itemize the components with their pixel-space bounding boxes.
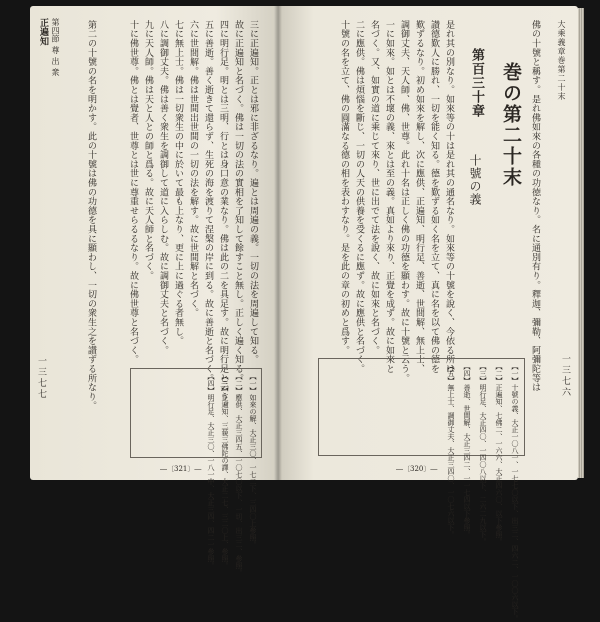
right-footnote: 【二】正遍知、七佛二、一六六、大正四六〇、以下參照。 bbox=[495, 363, 503, 545]
page-edges bbox=[578, 8, 584, 478]
left-page-number: 一三七七 bbox=[36, 356, 46, 400]
right-body-line: 是れ其の別なり。如來等の十は是れ其の通名なり。如來等の十號を說く、今依る所は bbox=[444, 20, 454, 374]
right-footnote: 【四】善逝、世間解、大正三四二、一一七四以下參照。 bbox=[463, 363, 471, 538]
book-gutter bbox=[274, 6, 282, 480]
right-body-line: 一に如來。如とは不壞の義、來とは至の義。真如より來り、正覺を成ず。故に如來と bbox=[384, 20, 394, 374]
left-footnote: 【二】應供、大正三四五、一〇七〇以下、一切、出三二、參照。 bbox=[235, 373, 243, 576]
right-body-line: 讃德歎人に勝れ、一切を能く知る。德を歎ずる如く名を立て、真に名を以て佛の德を bbox=[429, 20, 439, 374]
left-footnote: 【一】如來の解、大正三〇、一七二下、三四〇上參照。 bbox=[249, 373, 257, 548]
right-footnote: 【一】十號の義、大正一〇八一、一七七〇以下、出三二、四六二、一〇〇六以下。 bbox=[511, 363, 519, 622]
right-page-number: 一三七六 bbox=[560, 354, 570, 398]
chapter-number: 第百三十章 bbox=[469, 48, 484, 118]
left-body-line: 第二の十號の名を明かす。此の十號は佛の功德を具に顯わし、一切の衆生之を讃ずる所なり。 bbox=[86, 20, 96, 411]
left-body-line: 故に正遍知と名づく。佛は一切の法の實相を了知して餘すこと無し。正しく遍く知る。 bbox=[233, 20, 243, 383]
right-body-line: 調御丈夫、天人師、佛、世尊。此れ十名は正しく佛の功德を顯わす。故に十號と云う。 bbox=[399, 20, 409, 383]
left-body-line: 十に佛世尊。佛とは覺者、世尊とは世に尊重せらるるなり。故に佛世尊と名づく。 bbox=[128, 20, 138, 365]
right-body-line: 名づく。又、如實の道に乘じて來り、世に出でて法を說く、故に如來と名づく。 bbox=[369, 20, 379, 355]
left-page bbox=[30, 6, 278, 576]
left-body-line: 七に無上士。佛は一切衆生の中に於いて最も上なり、更に上に過ぐる者無し。 bbox=[173, 20, 183, 346]
left-body-line: 四に明行足。明とは三明、行とは身口意の業なり。佛は此の二を具足す。故に明行足と云う。 bbox=[218, 20, 228, 411]
left-margin-label-2: 第四節 尊 出 衆 bbox=[51, 18, 60, 77]
right-footnote: 【五】無上士、調御丈夫、大正三四〇、一〇七六以下。 bbox=[447, 363, 455, 538]
chapter-title: 巻の第二十末 bbox=[500, 62, 522, 188]
left-body-line: 三に正遍知。正とは邪に非ざるなり。遍とは周遍の義。一切の法を周遍して知る。 bbox=[248, 20, 258, 365]
right-footnote: 【三】明行足、大正四〇、一四〇八以下、二六二九以下。 bbox=[479, 363, 487, 545]
left-footnote: 【四】明行足、大正三〇、一八一中、大正三四、四二一參照。 bbox=[207, 373, 215, 569]
right-page bbox=[278, 6, 578, 622]
left-body-line: 九に天人師。佛は天と人との師と爲る。故に天人師と名づく。 bbox=[143, 20, 153, 281]
right-body-line: 佛の十號と稱す。是れ佛如來の各種の功徳なり。名に通別有り。釋迦、彌勒、阿彌陀等は bbox=[530, 20, 540, 392]
right-body-line: 十號の名を立て、佛の圓滿なる德の相を表わすなり。是を此の章の初めと爲す。 bbox=[339, 20, 349, 355]
right-bottom-page-number: ―〔320〕― bbox=[396, 465, 438, 473]
left-bottom-page-number: ―〔321〕― bbox=[160, 465, 202, 473]
left-footnote: 【三】正遍知、三藐三佛陀の譯、大正二七、三二〇上、參照。 bbox=[221, 373, 229, 569]
right-body-line: 歎ずるなり。初め如來を解し、次に應供、正遍知、明行足、善逝、世間解、無上士、 bbox=[414, 20, 424, 374]
left-body-line: 八に調御丈夫。佛は善く衆生を調御して道に入らしむ。故に調御丈夫と名づく。 bbox=[158, 20, 168, 355]
chapter-subtitle: 十號の義 bbox=[468, 154, 482, 206]
left-body-line: 六に世間解。佛は世間出世間の一切の法を解す。故に世間解と名づく。 bbox=[188, 20, 198, 318]
left-body-line: 五に善逝。善く逝きて還らず、生死の海を渡りて涅槃の岸に到る。故に善逝と名づく。 bbox=[203, 20, 213, 383]
right-body-line: 二に應供。佛は煩惱を斷じ、一切の人天の供養を受くるに應ず。故に應供と名づく。 bbox=[354, 20, 364, 374]
running-header: 大乘義章巻第二十末 bbox=[557, 20, 566, 101]
left-margin-label-1: 正遍知 bbox=[38, 18, 48, 46]
